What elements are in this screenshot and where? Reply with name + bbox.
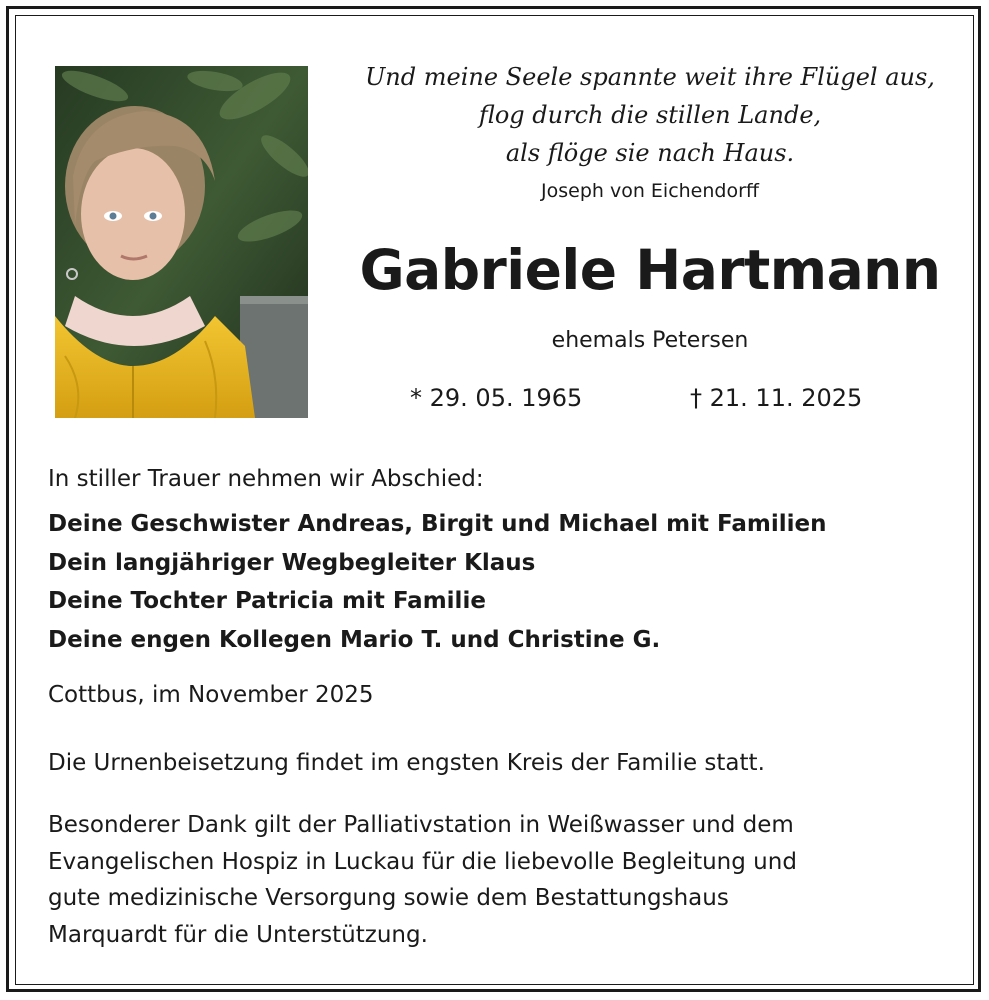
thanks-line: Evangelischen Hospiz in Luckau für die liebevolle Begleitung und xyxy=(48,848,797,875)
poem-quote xyxy=(340,58,960,172)
quote-line: Und meine Seele spannte weit ihre Flügel aus, xyxy=(365,63,935,91)
portrait-photo xyxy=(55,66,308,418)
place-date: Cottbus, im November 2025 xyxy=(48,682,374,708)
deceased-name: Gabriele Hartmann xyxy=(359,238,941,302)
quote-author: Joseph von Eichendorff xyxy=(541,180,759,202)
thanks-line: Marquardt für die Unterstützung. xyxy=(48,921,428,948)
mourner-line: Deine Geschwister Andreas, Birgit und Michael mit Familien xyxy=(48,511,827,537)
mourner-line: Deine engen Kollegen Mario T. und Christine G. xyxy=(48,626,661,653)
burial-note: Die Urnenbeisetzung findet im engsten Kreis der Familie statt. xyxy=(48,750,765,776)
life-dates xyxy=(340,384,960,418)
maiden-name: ehemals Petersen xyxy=(551,328,749,353)
birth-date: * 29. 05. 1965 xyxy=(410,384,583,412)
mourners-list xyxy=(48,505,826,659)
quote-line: als flöge sie nach Haus. xyxy=(505,139,795,167)
mourning-intro: In stiller Trauer nehmen wir Abschied: xyxy=(48,466,484,492)
mourner-line: Dein langjähriger Wegbegleiter Klaus xyxy=(48,549,536,576)
mourner-line: Deine Tochter Patricia mit Familie xyxy=(48,588,486,614)
thanks-paragraph xyxy=(48,807,797,953)
death-date: † 21. 11. 2025 xyxy=(690,384,863,412)
quote-line: flog durch die stillen Lande, xyxy=(478,101,822,129)
thanks-line: Besonderer Dank gilt der Palliativstation in Weißwasser und dem xyxy=(48,812,794,838)
thanks-line: gute medizinische Versorgung sowie dem Bestattungshaus xyxy=(48,885,729,911)
